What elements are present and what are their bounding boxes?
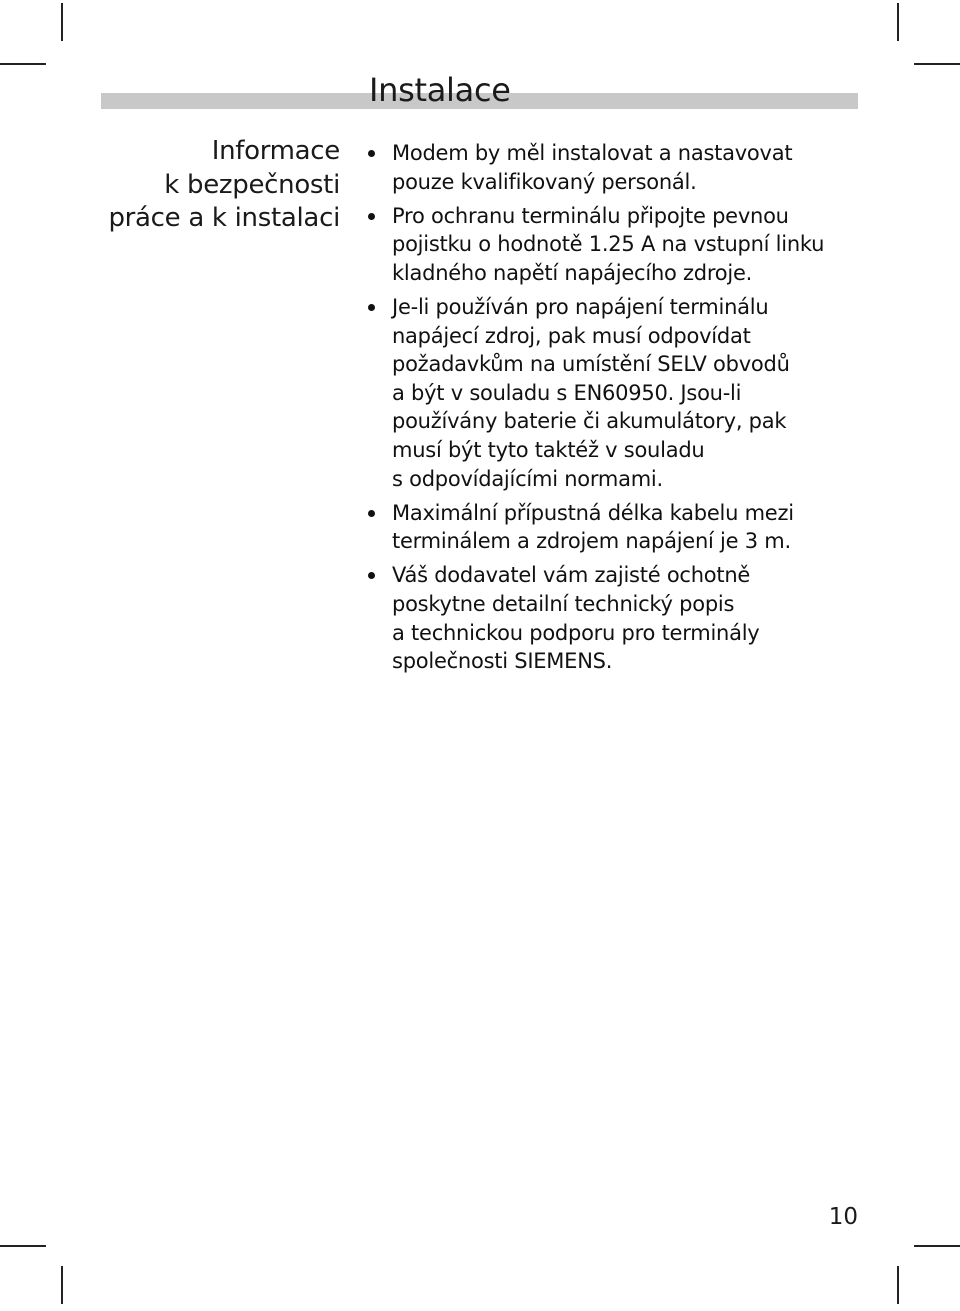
crop-mark-top-right-vertical [897,3,899,41]
bullet-dot-icon [368,213,375,220]
bullet-line: společnosti SIEMENS. [392,649,613,674]
bullet-line: s odpovídajícími normami. [392,466,663,491]
bullet-line: Váš dodavatel vám zajisté ochotně [392,563,751,588]
bullet-item [365,139,845,196]
bullet-dot-icon [368,150,375,157]
side-heading [60,135,340,236]
bullet-line: Pro ochranu terminálu připojte pevnou [392,203,789,228]
bullet-line: musí být tyto taktéž v souladu [392,437,705,462]
crop-mark-bottom-left-horizontal [0,1245,46,1247]
bullet-line: a být v souladu s EN60950. Jsou-li [392,380,742,405]
bullet-line: požadavkům na umístění SELV obvodů [392,352,790,377]
bullet-line: Maximální přípustná délka kabelu mezi [392,500,794,525]
bullet-line: používány baterie či akumulátory, pak [392,409,787,434]
bullet-line: poskytne detailní technický popis [392,591,735,616]
bullet-item [365,561,845,675]
bullet-line: Je-li používán pro napájení terminálu [392,294,769,319]
bullet-line: pouze kvalifikovaný personál. [392,169,697,194]
bullet-item [365,202,845,288]
crop-mark-top-right-horizontal [914,63,960,65]
crop-mark-bottom-left-vertical [61,1266,63,1304]
side-heading-line: k bezpečnosti [164,169,340,200]
safety-bullet-list [365,139,845,681]
side-heading-line: práce a k instalaci [108,203,340,233]
section-title: Instalace [369,71,511,109]
bullet-dot-icon [368,572,375,579]
bullet-line: napájecí zdroj, pak musí odpovídat [392,323,751,348]
bullet-line: kladného napětí napájecího zdroje. [392,260,753,285]
bullet-item [365,293,845,493]
crop-mark-top-left-vertical [61,3,63,41]
bullet-dot-icon [368,510,375,517]
bullet-line: terminálem a zdrojem napájení je 3 m. [392,529,791,554]
bullet-item [365,499,845,556]
bullet-line: a technickou podporu pro terminály [392,620,760,645]
bullet-dot-icon [368,304,375,311]
bullet-line: pojistku o hodnotě 1.25 A na vstupní linku [392,232,825,257]
crop-mark-top-left-horizontal [0,63,46,65]
crop-mark-bottom-right-horizontal [914,1245,960,1247]
bullet-line: Modem by měl instalovat a nastavovat [392,141,793,165]
side-heading-line: Informace [211,136,340,166]
page-number: 10 [828,1204,858,1230]
crop-mark-bottom-right-vertical [897,1266,899,1304]
